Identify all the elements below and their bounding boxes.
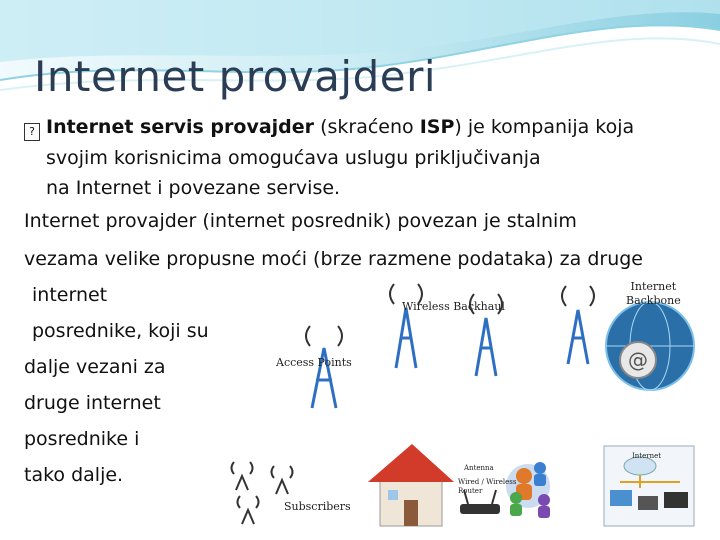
tower-icon [312,308,588,408]
paragraph-1-line-2: svojim korisnicima omogućava uslugu priključivanja [46,147,541,169]
paragraph-2-line-3: internet [32,284,108,306]
wireless-backhaul-label: Wireless Backhaul [402,300,505,313]
paragraph-2-line-1: Internet provajder (internet posrednik) povezan je stalnim [24,210,577,232]
term-isp-full: Internet servis provajder [46,116,315,138]
paragraph-2-line-6: druge internet [24,392,161,414]
paragraph-2-line-5: dalje vezani za [24,356,166,378]
term-isp-abbr: ISP [419,116,455,138]
paragraph-1-line-1 [24,114,634,141]
house-icon [368,444,454,526]
router-label-line-1: Wired / Wireless [458,478,517,486]
internet-backbone-label [626,280,681,308]
bullet-glyph-icon: ? [24,123,40,141]
paragraph-2-line-2: vezama velike propusne moći (brze razmene podataka) za druge [24,248,643,270]
router-label-line-2: Router [458,487,483,495]
subscribers-label: Subscribers [284,500,351,513]
text-fragment: (skraćeno [314,116,420,138]
paragraph-1-line-3: na Internet i povezane servise. [46,177,341,199]
globe-icon [606,302,694,390]
paragraph-2-line-8: tako dalje. [24,464,124,486]
svg-text:@: @ [628,348,648,372]
subscriber-antenna-icon [232,462,293,524]
slide-title: Internet provajderi [34,52,437,101]
internet-backbone-line-1: Internet [630,280,677,293]
network-diagram [228,268,698,530]
paragraph-2-line-7: posrednike i [24,428,140,450]
internet-backbone-line-2: Backbone [626,294,681,307]
internet-small-label: Internet [632,452,662,460]
signal-wave-icon [306,284,594,346]
paragraph-2-line-4: posrednike, koji su [32,320,209,342]
antenna-label: Antenna [464,464,494,472]
access-points-label: Access Points [276,356,352,369]
router-label [458,478,516,496]
text-fragment: ) je kompanija koja [454,116,635,138]
